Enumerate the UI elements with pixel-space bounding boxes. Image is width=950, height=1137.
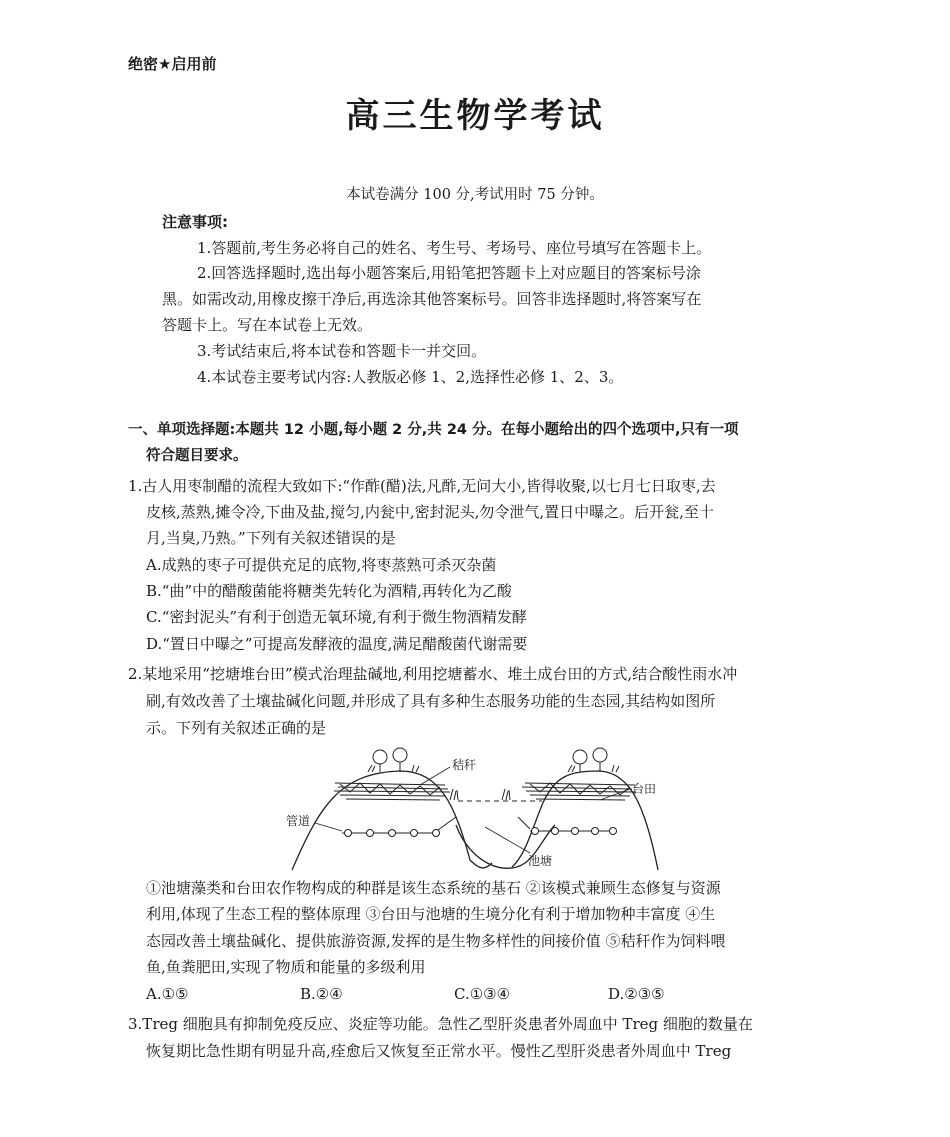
- terrace-pond-diagram: [280, 745, 660, 873]
- exam-subtitle: 本试卷满分 100 分,考试用时 75 分钟。: [346, 187, 604, 203]
- figure-label-pipe: 管道: [286, 814, 311, 828]
- question-1-option-c: C.“密封泥头”有利于创造无氧环境,有利于微生物酒精发酵: [146, 608, 527, 626]
- question-1-option-a: A.成熟的枣子可提供充足的底物,将枣蒸熟可杀灭杂菌: [146, 556, 497, 574]
- section-heading: 一、单项选择题:本题共 12 小题,每小题 2 分,共 24 分。在每小题给出的四个选项中,只有一项: [128, 422, 739, 438]
- question-2-statement: 利用,体现了生态工程的整体原理 ③台田与池塘的生境分化有利于增加物种丰富度 ④生: [146, 905, 716, 923]
- question-2-stem: 刷,有效改善了土壤盐碱化问题,并形成了具有多种生态服务功能的生态园,其结构如图所: [146, 692, 716, 710]
- notes-line: 3.考试结束后,将本试卷和答题卡一并交回。: [197, 342, 487, 360]
- question-1-stem: 1.古人用枣制醋的流程大致如下:“作酢(醋)法,凡酢,无问大小,皆得收聚,以七月七日取枣,去: [128, 477, 716, 495]
- pond-leader: [485, 827, 530, 853]
- left-terrace-outline: [292, 771, 492, 870]
- notes-line: 答题卡上。写在本试卷上无效。: [162, 316, 373, 334]
- question-2-stem: 2.某地采用“挖塘堆台田”模式治理盐碱地,利用挖塘蓄水、堆土成台田的方式,结合酸性雨水冲: [128, 665, 738, 683]
- question-3-stem: 3.Treg 细胞具有抑制免疫反应、炎症等功能。急性乙型肝炎患者外周血中 Treg 细胞的数量在: [128, 1015, 753, 1033]
- question-2-option-c: C.①③④: [454, 985, 511, 1003]
- right-straw-layer: [522, 783, 636, 800]
- question-1-stem: 皮核,蒸熟,摊令冷,下曲及盐,搅匀,内瓮中,密封泥头,勿令泄气,置日中曝之。后开瓮,至十: [146, 503, 714, 521]
- section-heading: 符合题目要求。: [146, 448, 248, 464]
- notes-line: 1.答题前,考生务必将自己的姓名、考生号、考场号、座位号填写在答题卡上。: [197, 239, 712, 257]
- question-2-stem: 示。下列有关叙述正确的是: [146, 719, 327, 737]
- question-1-option-b: B.“曲”中的醋酸菌能将糖类先转化为酒精,再转化为乙酸: [146, 582, 512, 600]
- question-2-statement: 鱼,鱼粪肥田,实现了物质和能量的多级利用: [146, 958, 426, 976]
- question-1-stem: 月,当臭,乃熟。”下列有关叙述错误的是: [146, 529, 396, 547]
- pipe-leader: [315, 823, 342, 831]
- left-trees-icon: [368, 748, 419, 772]
- question-2-statement: ①池塘藻类和台田农作物构成的种群是该生态系统的基石 ②该模式兼顾生态修复与资源: [146, 879, 721, 897]
- figure-label-straw: 秸秆: [452, 758, 477, 772]
- left-pipe: [342, 817, 456, 837]
- right-pipe: [518, 817, 617, 835]
- secret-label: 绝密★启用前: [128, 55, 217, 73]
- question-2-option-d: D.②③⑤: [608, 985, 665, 1003]
- question-2-statement: 态园改善土壤盐碱化、提供旅游资源,发挥的是生物多样性的间接价值 ⑤秸秆作为饲料喂: [146, 932, 726, 950]
- right-trees-icon: [568, 748, 619, 772]
- exam-title: 高三生物学考试: [345, 96, 605, 136]
- notes-line: 黑。如需改动,用橡皮擦干净后,再选涂其他答案标号。回答非选择题时,将答案写在: [162, 290, 702, 308]
- figure-label-pond: 池塘: [528, 854, 553, 868]
- question-3-stem: 恢复期比急性期有明显升高,痊愈后又恢复至正常水平。慢性乙型肝炎患者外周血中 Treg: [146, 1042, 732, 1060]
- question-2-option-a: A.①⑤: [146, 985, 189, 1003]
- notes-line: 4.本试卷主要考试内容:人教版必修 1、2,选择性必修 1、2、3。: [197, 368, 624, 386]
- question-1-option-d: D.“置日中曝之”可提高发酵液的温度,满足醋酸菌代谢需要: [146, 635, 528, 653]
- notes-heading: 注意事项:: [162, 213, 228, 231]
- figure-label-terrace: 台田: [632, 782, 657, 796]
- question-2-option-b: B.②④: [300, 985, 343, 1003]
- pond-plants-icon: [450, 789, 510, 800]
- left-straw-layer: [334, 783, 450, 800]
- notes-line: 2.回答选择题时,选出每小题答案后,用铅笔把答题卡上对应题目的答案标号涂: [197, 264, 701, 282]
